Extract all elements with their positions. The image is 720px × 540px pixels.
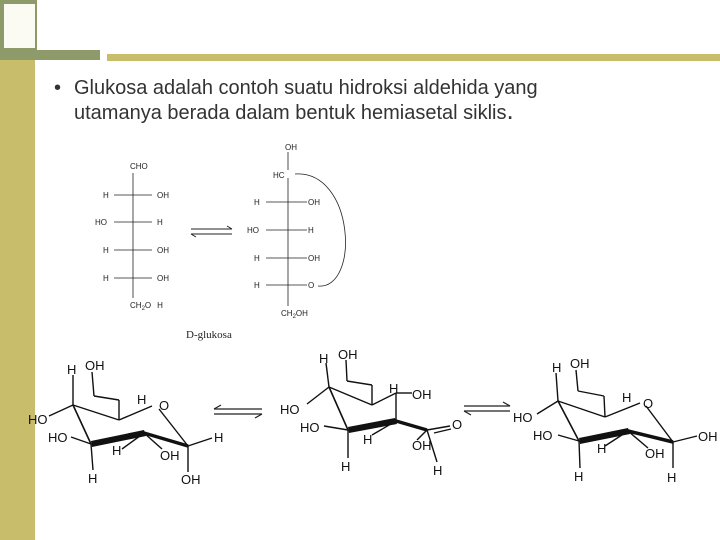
chair3-h-c1: H (667, 470, 677, 485)
chair3-h-c2: H (597, 441, 607, 456)
fischer-projection (114, 173, 152, 298)
chair1-ch2-link (94, 396, 119, 400)
chair3-o-ring: O (643, 396, 654, 411)
chair-middle-labels (280, 347, 462, 478)
equilibrium-arrow-2 (214, 405, 262, 418)
chair1-oh-top: OH (85, 358, 105, 373)
fischer-ho-2: HO (95, 218, 107, 227)
chair1-h-c2: H (112, 443, 122, 458)
chair3-oh-top: OH (570, 356, 590, 371)
chair2-h-cho: H (433, 463, 443, 478)
rc-oh-top: OH (285, 143, 297, 152)
chair3-ch2-link (578, 391, 604, 396)
chair2-o-aldehyde: O (452, 417, 463, 432)
fischer-oh-4: OH (157, 274, 169, 283)
chair3-ho-upper: HO (513, 410, 533, 425)
rc-oh-1: OH (308, 198, 320, 207)
chair2-h-top: H (319, 351, 329, 366)
chair3-oh-c1: OH (698, 429, 718, 444)
rc-oh-3: OH (308, 254, 320, 263)
chair3-o-c5 (605, 403, 640, 417)
chair2-h-bottom: H (341, 459, 351, 474)
chair1-c5-c4 (73, 405, 119, 420)
bullet-marker: • (54, 77, 62, 99)
chair2-oh-c1-label: OH (412, 387, 432, 402)
chair2-ho-upper: HO (280, 402, 300, 417)
fischer-ch2o-main: CH (130, 301, 142, 310)
rc-o-4: O (308, 281, 315, 290)
chair2-oh-lower-label: OH (412, 438, 432, 453)
chair-right-labels (513, 356, 718, 485)
chair-right (537, 370, 697, 468)
chair1-ho-left: HO (28, 412, 48, 427)
equilibrium-arrow-1 (191, 226, 232, 237)
fischer-oh-1: OH (157, 191, 169, 200)
rc-h-3: H (254, 254, 260, 263)
chair-left-labels (28, 358, 223, 487)
ring-closing-labels (247, 143, 320, 320)
chair2-oh (346, 360, 347, 381)
chair1-o-c5 (119, 406, 152, 420)
chair1-c1-h (188, 438, 212, 446)
rc-ch2oh (281, 309, 308, 320)
fischer-h-3: H (103, 246, 109, 255)
chair3-ch2-oh (576, 370, 578, 391)
chair1-oh-c2: OH (160, 448, 180, 463)
chair2-ho-lower-label: HO (300, 420, 320, 435)
chair2-bold-bond-2 (396, 421, 427, 430)
equilibrium-arrow-3 (464, 402, 510, 415)
fischer-ch2o-o: O (144, 301, 152, 310)
chair3-h-mid: H (622, 390, 632, 405)
chair1-o-ring: O (159, 398, 170, 413)
d-glukosa-caption: D-glukosa (186, 329, 232, 341)
rc-ch2oh-main: CH (281, 309, 293, 318)
chair2-h-c2-top: H (389, 381, 399, 396)
rc-ch2oh-oh: OH (295, 309, 308, 318)
chair2-cho-double (434, 429, 451, 433)
chair1-c3-h (91, 444, 93, 470)
chair2-oh-top: OH (338, 347, 358, 362)
chair2-h-mid: H (363, 432, 373, 447)
chair2-c4-ho (307, 387, 329, 404)
fischer-ch2o (130, 301, 163, 312)
fischer-ch2o-sub: 2 (141, 306, 145, 312)
fischer-oh-3: OH (157, 246, 169, 255)
chair1-h-mid: H (137, 392, 147, 407)
chair1-ho-lower: HO (48, 430, 68, 445)
chair1-oh-c1: OH (181, 472, 201, 487)
fischer-h-2: H (157, 218, 163, 227)
fischer-h-4: H (103, 274, 109, 283)
chair3-h-top: H (552, 360, 562, 375)
chair1-h-top: H (67, 362, 77, 377)
chair3-c4-h (556, 373, 558, 401)
chair2-c4-h (326, 363, 329, 387)
bullet-period: . (506, 95, 514, 125)
rc-hc: HC (273, 171, 285, 180)
chair1-c4-ho (49, 405, 73, 416)
rc-h-4: H (254, 281, 260, 290)
chair-left (49, 372, 212, 472)
chair2-ch2-link (347, 381, 372, 385)
chair3-c4-ho (537, 401, 558, 414)
chair3-oh-c2: OH (645, 446, 665, 461)
chair1-h-c3: H (88, 471, 98, 486)
chair3-ho-lower: HO (533, 428, 553, 443)
rc-ch2oh-sub: 2 (292, 314, 296, 320)
chair3-c1-oh (673, 436, 697, 442)
chair3-c5-ch2 (604, 396, 605, 417)
bullet-line-1: Glukosa adalah contoh suatu hidroksi aldehida yang (74, 77, 538, 99)
chair2-ho-lower (324, 426, 348, 430)
rc-h-2: H (308, 226, 314, 235)
fischer-ch2o-h: H (157, 301, 163, 310)
fischer-labels (95, 162, 169, 312)
chair1-h-c1: H (214, 430, 224, 445)
chair3-c3-h (579, 441, 580, 468)
chair1-ch2-oh (92, 372, 94, 396)
rc-h-1: H (254, 198, 260, 207)
fischer-cho: CHO (130, 162, 148, 171)
rc-ho-2: HO (247, 226, 259, 235)
bullet-line-2-text: utamanya berada dalam bentuk hemiasetal siklis (74, 102, 507, 124)
chair3-h-c3: H (574, 469, 584, 484)
fischer-h-1: H (103, 191, 109, 200)
